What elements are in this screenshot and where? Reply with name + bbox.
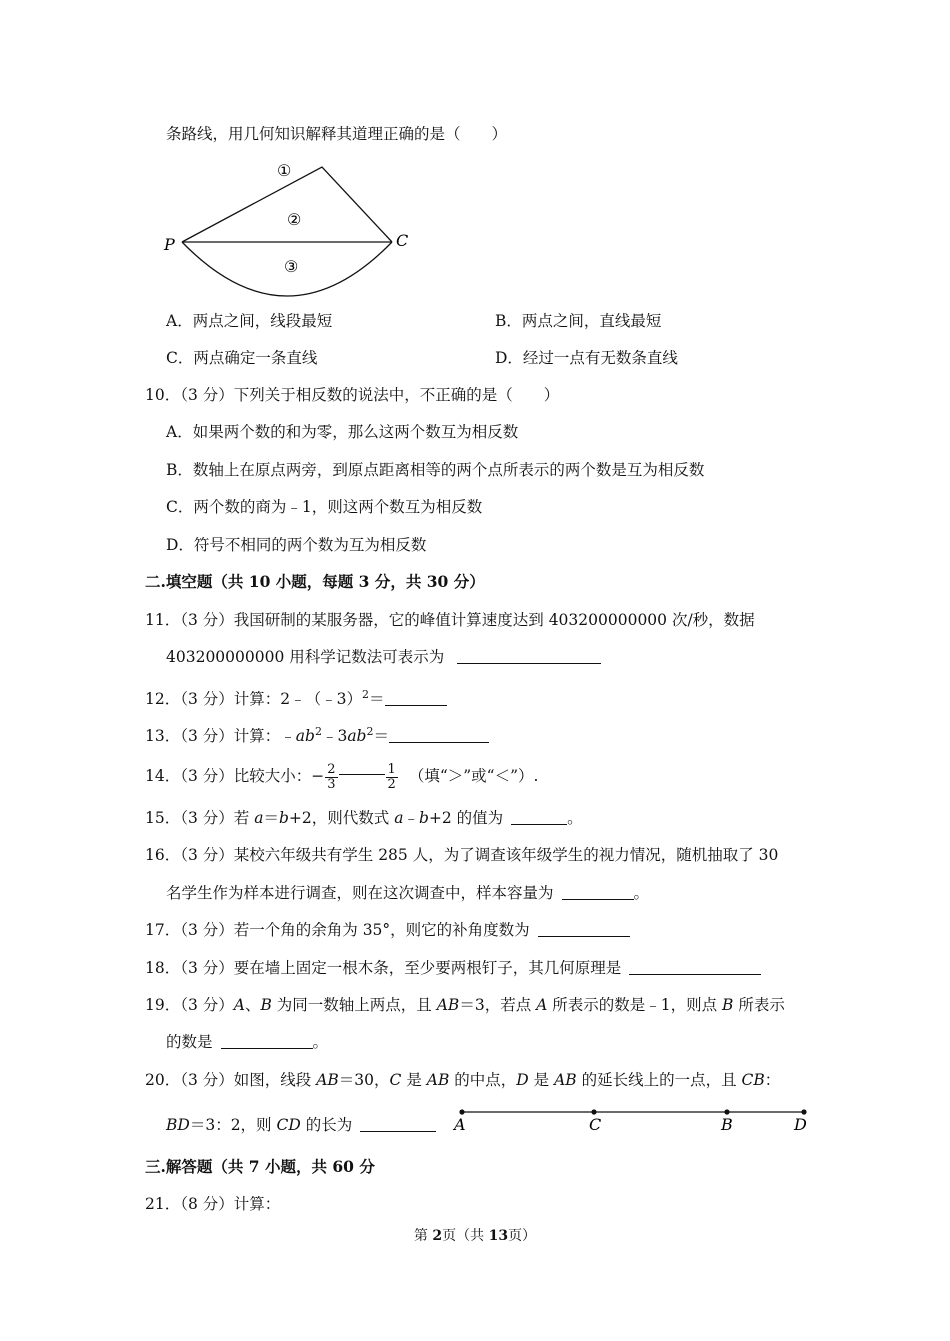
q19-p3: ＝3，若点 (459, 996, 537, 1014)
q16-line1: 16．（3 分）某校六年级共有学生 285 人，为了调查该年级学生的视力情况，随机抽取了 30 (145, 846, 779, 864)
q18-text: 18．（3 分）要在墙上固定一根木条，至少要两根钉子，其几何原理是 (145, 959, 622, 977)
answer-blank-19[interactable] (221, 1032, 313, 1049)
point-b (724, 1109, 729, 1114)
answer-blank-13[interactable] (389, 726, 489, 743)
q10-option-d: D．符号不相同的两个数为互为相反数 (166, 536, 427, 554)
fraction-one-half (386, 763, 398, 792)
frac1-den: 3 (327, 776, 336, 792)
q9-intro: 条路线，用几何知识解释其道理正确的是（ ） (166, 125, 508, 143)
q20-p3: 是 (401, 1071, 427, 1089)
q20-p6: 的延长线上的一点，且 (576, 1071, 742, 1089)
mark-3: ③ (284, 257, 299, 276)
q13-suffix: ＝ (373, 727, 389, 746)
q20-p5: 是 (528, 1071, 555, 1089)
q19-p5: 所表示 (733, 996, 785, 1014)
q15-var-a2: a (394, 809, 404, 827)
q12-prefix: 12．（3 分）计算：2﹣（﹣3） (145, 690, 362, 709)
q20-D: D (516, 1071, 529, 1089)
q19-line1 (145, 995, 785, 1015)
q20-line2 (166, 1115, 436, 1135)
q19-text2: 的数是 (166, 1033, 213, 1051)
q9-figure (160, 155, 420, 305)
answer-blank-14[interactable] (339, 758, 385, 775)
q19-end: 。 (312, 1033, 329, 1051)
answer-blank-16[interactable] (562, 883, 634, 900)
fraction-two-thirds (325, 763, 337, 792)
label-a: A (454, 1115, 466, 1134)
point-a (459, 1109, 464, 1114)
q13-exp1: 2 (314, 725, 322, 738)
mark-1: ① (277, 161, 292, 180)
q11-text: 403200000000 用科学记数法可表示为 (166, 648, 445, 666)
q10-option-c: C．两个数的商为﹣1，则这两个数互为相反数 (166, 498, 483, 516)
frac2-num: 1 (387, 761, 396, 777)
q12-suffix: ＝ (369, 690, 385, 709)
q9-option-b: B．两点之间，直线最短 (495, 312, 662, 330)
footer-p2: 页（共 (442, 1228, 489, 1244)
q20-CB: CB (741, 1071, 765, 1089)
q20-AB: AB (316, 1071, 339, 1089)
q20-C: C (389, 1071, 402, 1089)
mark-2: ② (287, 210, 302, 229)
frac1-num: 2 (327, 761, 336, 777)
answer-blank-12[interactable] (385, 689, 447, 706)
q20-q1: ＝3：2，则 (189, 1116, 277, 1134)
q11-line2 (166, 647, 601, 667)
q19-sep: 、 (244, 996, 261, 1014)
page-footer (0, 1227, 950, 1245)
label-c: C (589, 1115, 602, 1134)
answer-blank-20[interactable] (360, 1115, 436, 1132)
q14-neg: − (311, 767, 325, 785)
q15 (145, 808, 583, 828)
label-d: D (794, 1115, 807, 1134)
label-p: P (164, 235, 175, 254)
q20-line1 (145, 1070, 780, 1090)
q20-AB2: AB (426, 1071, 450, 1089)
footer-p3: 页） (508, 1228, 537, 1244)
answer-blank-11[interactable] (457, 647, 601, 664)
q13-prefix: 13．（3 分）计算：﹣ (145, 727, 296, 746)
q14-prefix: 14．（3 分）比较大小： (145, 767, 312, 785)
label-c: C (396, 231, 409, 250)
q19-A: A (233, 996, 245, 1014)
q19-p2: 为同一数轴上两点，且 (271, 996, 437, 1014)
point-d (801, 1109, 806, 1114)
q15-eq: ＝ (263, 809, 279, 827)
q12 (145, 685, 447, 709)
q13-exp2: 2 (366, 725, 374, 738)
footer-page-number: 2 (432, 1228, 443, 1244)
q9-option-d: D．经过一点有无数条直线 (495, 349, 678, 367)
q16-line2 (166, 883, 649, 903)
q15-plus2: +2，则代数式 (288, 809, 395, 827)
q18 (145, 958, 761, 978)
q20-q2: 的长为 (300, 1116, 353, 1134)
q9-option-a: A．两点之间，线段最短 (166, 312, 333, 330)
q10-option-a: A．如果两个数的和为零，那么这两个数互为相反数 (166, 423, 519, 441)
q20-AB3: AB (554, 1071, 577, 1089)
q17 (145, 920, 630, 940)
point-c (591, 1109, 596, 1114)
q15-tail: +2 的值为 (428, 809, 504, 827)
label-b: B (721, 1115, 733, 1134)
q10-option-b: B．数轴上在原点两旁，到原点距离相等的两个点所表示的两个数是互为相反数 (166, 461, 705, 479)
footer-total-pages: 13 (488, 1228, 509, 1244)
q15-p1: 15．（3 分）若 (145, 809, 255, 827)
q20-p7: ： (764, 1071, 781, 1089)
q20-p2: ＝30， (338, 1071, 390, 1089)
q20-segment-figure (448, 1100, 818, 1140)
q10-stem: 10．（3 分）下列关于相反数的说法中，不正确的是（ ） (145, 386, 560, 404)
q13-term2: ab (347, 727, 367, 746)
q16-text: 名学生作为样本进行调查，则在这次调查中，样本容量为 (166, 884, 554, 902)
q15-var-b2: b (418, 809, 429, 827)
q21: 21．（8 分）计算： (145, 1195, 281, 1213)
q19-B2: B (722, 996, 734, 1014)
q9-option-c: C．两点确定一条直线 (166, 349, 318, 367)
q15-var-b: b (278, 809, 289, 827)
q14 (145, 758, 538, 793)
q17-text: 17．（3 分）若一个角的余角为 35°，则它的补角度数为 (145, 921, 530, 939)
section-2-title: 二.填空题（共 10 小题，每题 3 分，共 30 分） (145, 572, 485, 591)
q16-end: 。 (633, 884, 650, 902)
answer-blank-17[interactable] (538, 920, 630, 937)
q13 (145, 722, 489, 746)
q20-p4: 的中点， (449, 1071, 517, 1089)
q15-minus: ﹣ (403, 809, 419, 827)
q19-A2: A (536, 996, 548, 1014)
q15-var-a: a (254, 809, 264, 827)
footer-p1: 第 (413, 1228, 433, 1244)
q11-line1: 11．（3 分）我国研制的某服务器，它的峰值计算速度达到 403200000000 次/秒，数据 (145, 611, 755, 629)
q20-p1: 20．（3 分）如图，线段 (145, 1071, 317, 1089)
frac2-den: 2 (387, 776, 396, 792)
q19-line2 (166, 1032, 328, 1052)
answer-blank-18[interactable] (629, 958, 761, 975)
answer-blank-15[interactable] (511, 808, 567, 825)
q19-AB: AB (436, 996, 460, 1014)
q19-p4: 所表示的数是﹣1，则点 (547, 996, 723, 1014)
q20-BD: BD (166, 1116, 190, 1134)
q20-CD: CD (276, 1116, 301, 1134)
section-3-title: 三.解答题（共 7 小题，共 60 分 (145, 1157, 375, 1176)
q13-term1: ab (295, 727, 315, 746)
q19-p1: 19．（3 分） (145, 996, 234, 1014)
q14-suffix: （填“＞”或“＜”）. (408, 767, 539, 785)
q19-B: B (260, 996, 272, 1014)
q13-mid: ﹣3 (321, 727, 348, 746)
q12-exponent: 2 (362, 688, 369, 701)
q15-end: 。 (567, 809, 583, 827)
